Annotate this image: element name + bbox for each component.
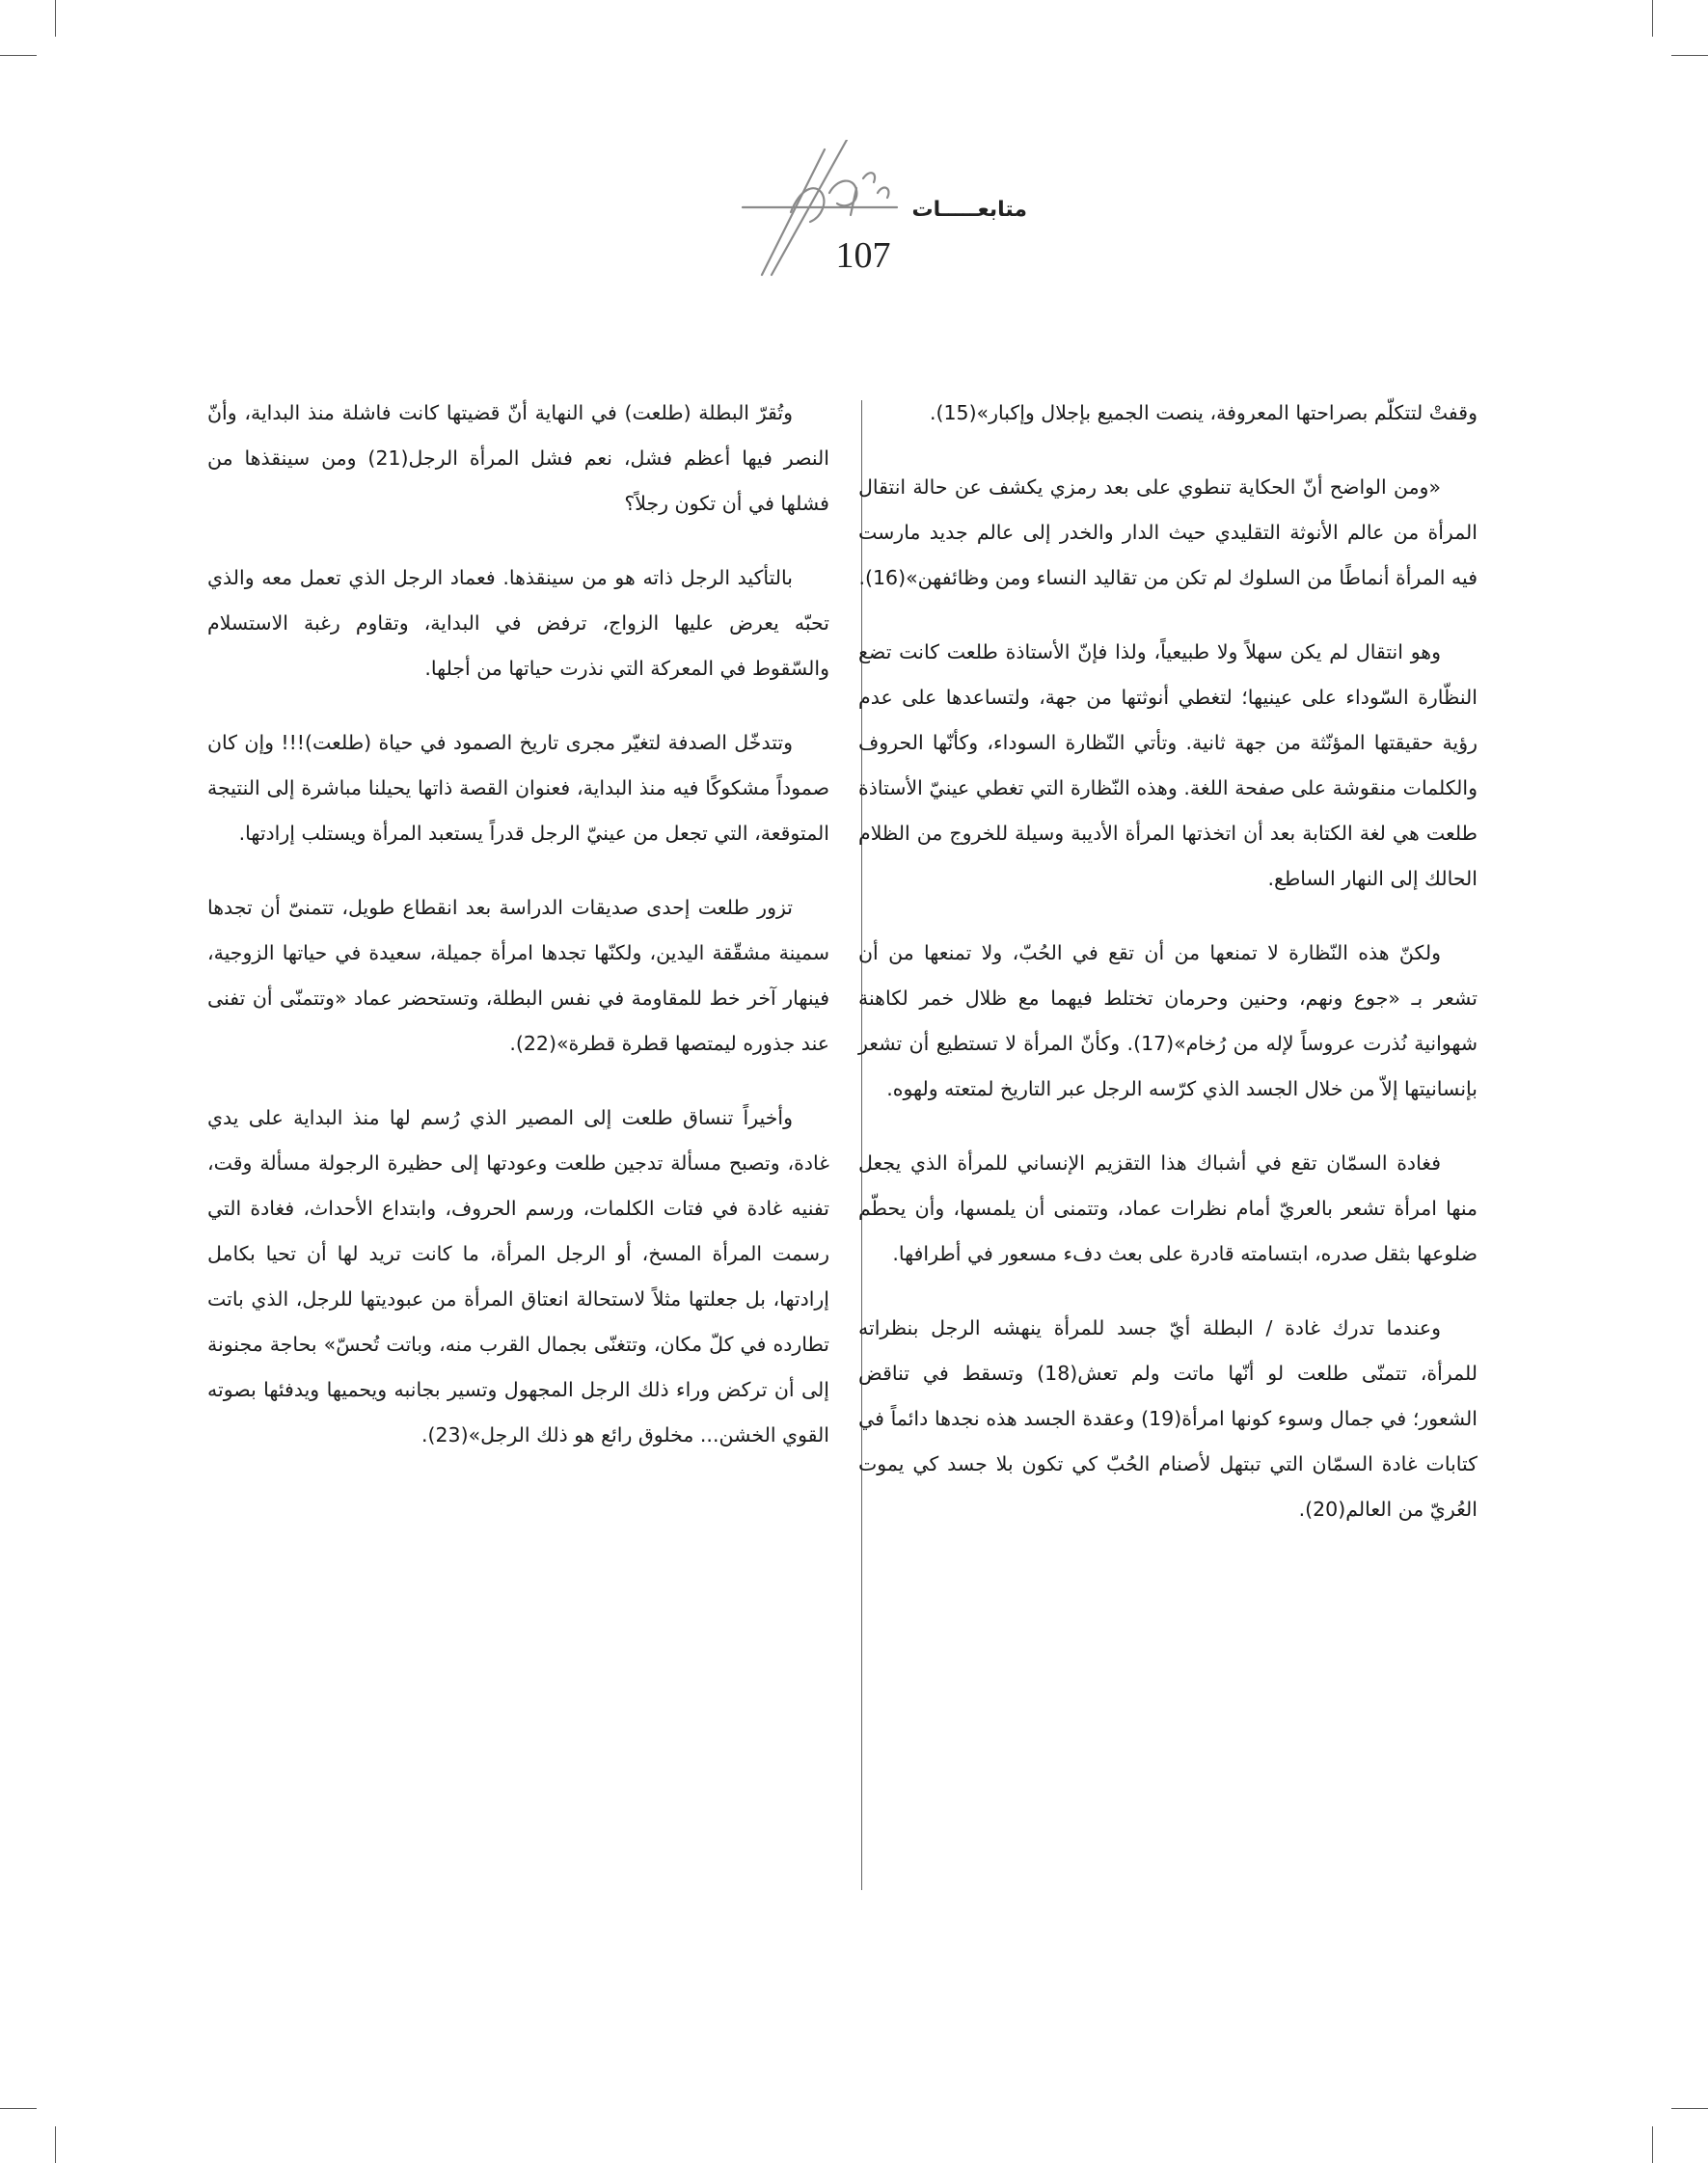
paragraph: «ومن الواضح أنّ الحكاية تنطوي على بعد رمزي يكشف عن حالة انتقال المرأة من عالم الأنوثة التقليدي حيث الدار والخدر إلى عالم جديد مارست فيه المرأة أنماطًا من السلوك لم تكن من تقاليد النساء ومن وظائفهن»(16). xyxy=(858,475,1478,589)
paragraph: وقفتْ لتتكلّم بصراحتها المعروفة، ينصت الجميع بإجلال وإكبار»(15). xyxy=(929,401,1478,424)
paragraph: وهو انتقال لم يكن سهلاً ولا طبيعياً، ولذا فإنّ الأستاذة طلعت كانت تضع النظّارة السّوداء على عينيها؛ لتغطي أنوثتها من جهة، ولتساعدها على عدم رؤية حقيقتها المؤنّثة من جهة ثانية. وتأتي النّظارة السوداء، وكأنّها الحروف والكلمات منقوشة على صفحة اللغة. وهذه النّظارة التي تغطي عينيّ الأستاذة طلعت هي لغة الكتابة بعد أن اتخذتها المرأة الأديبة وسيلة للخروج من الظلام الحالك إلى النهار الساطع. xyxy=(858,640,1478,890)
paragraph: بالتأكيد الرجل ذاته هو من سينقذها. فعماد الرجل الذي تعمل معه والذي تحبّه يعرض عليها الزواج، ترفض في البداية، وتقاوم رغبة الاستسلام والسّقوط في المعركة التي نذرت حياتها من أجلها. xyxy=(207,566,829,680)
paragraph: تزور طلعت إحدى صديقات الدراسة بعد انقطاع طويل، تتمنىّ أن تجدها سمينة مشقّقة اليدين، ولكنّها تجدها امرأة جميلة، سعيدة في حياتها الزوجية، فينهار آخر خط للمقاومة في نفس البطلة، وتستحضر عماد «وتتمنّى أن تفنى عند جذوره ليمتصها قطرة قطرة»(22). xyxy=(207,896,829,1055)
paragraph: وتُقرّ البطلة (طلعت) في النهاية أنّ قضيتها كانت فاشلة منذ البداية، وأنّ النصر فيها أعظم فشل، نعم فشل المرأة الرجل(21) ومن سينقذها من فشلها في أن تكون رجلاً؟ xyxy=(207,401,830,515)
paragraph: وأخيراً تنساق طلعت إلى المصير الذي رُسم لها منذ البداية على يدي غادة، وتصبح مسألة تدجين طلعت وعودتها إلى حظيرة الرجولة مسألة وقت، تفنيه غادة في فتات الكلمات، ورسم الحروف، وابتداع الأحداث، فغادة التي رسمت المرأة المسخ، أو الرجل المرأة، ما كانت تريد لها أن تحيا بكامل إرادتها، بل جعلتها مثلاً لاستحالة انعتاق المرأة من عبوديتها للرجل، الذي باتت تطارده في كلّ مكان، وتتغنّى بجمال القرب منه، وباتت تُحسّ» بحاجة مجنونة إلى أن تركض وراء ذلك الرجل المجهول وتسير بجانبه ويحميها ويدفئها بصوته القوي الخشن... مخلوق رائع هو ذلك الرجل»(23). xyxy=(207,1106,829,1447)
paragraph: ولكنّ هذه النّظارة لا تمنعها من أن تقع في الحُبّ، ولا تمنعها من أن تشعر بـ «جوع ونهم، وحنين وحرمان تختلط فيهما مع ظلال خمر لكاهنة شهوانية نُذرت عروساً لإله من رُخام»(17). وكأنّ المرأة لا تستطيع أن تشعر بإنسانيتها إلاّ من خلال الجسد الذي كرّسه الرجل عبر التاريخ لمتعته ولهوه. xyxy=(858,941,1478,1100)
crop-mark-bottom-right-h xyxy=(1671,2108,1708,2109)
right-column xyxy=(858,391,1478,1561)
crop-mark-bottom-left-v xyxy=(55,2126,56,2163)
paragraph: وتتدخّل الصدفة لتغيّر مجرى تاريخ الصمود في حياة (طلعت)!!! وإن كان صموداً مشكوكًا فيه منذ البداية، فعنوان القصة ذاتها يحيلنا مباشرة إلى النتيجة المتوقعة، التي تجعل من عينيّ الرجل قدراً يستعبد المرأة ويستلب إرادتها. xyxy=(207,731,829,845)
page-number: 107 xyxy=(835,235,891,276)
crop-mark-top-right-v xyxy=(1652,0,1653,37)
left-column xyxy=(207,391,829,1487)
crop-mark-top-right-h xyxy=(1671,55,1708,56)
crop-mark-bottom-left-h xyxy=(0,2108,37,2109)
paragraph: وعندما تدرك غادة / البطلة أيّ جسد للمرأة ينهشه الرجل بنظراته للمرأة، تتمنّى طلعت لو أنّها ماتت ولم تعش(18) وتسقط في تناقض الشعور؛ في جمال وسوء كونها امرأة(19) وعقدة الجسد هذه نجدها دائماً في كتابات غادة السمّان التي تبتهل لأصنام الحُبّ كي تكون بلا جسد كي يموت العُريّ من العالم(20). xyxy=(858,1316,1478,1521)
crop-mark-top-left-h xyxy=(0,55,37,56)
paragraph: فغادة السمّان تقع في أشباك هذا التقزيم الإنساني للمرأة الذي يجعل منها امرأة تشعر بالعريّ أمام نظرات عماد، وتتمنى أن يلمسها، وأن يحطّم ضلوعها بثقل صدره، ابتسامته قادرة على بعث دفء مسعور في أطرافها. xyxy=(858,1151,1478,1265)
crop-mark-bottom-right-v xyxy=(1652,2126,1653,2163)
section-label: متابعـــــات xyxy=(911,198,1027,222)
crop-mark-top-left-v xyxy=(55,0,56,37)
